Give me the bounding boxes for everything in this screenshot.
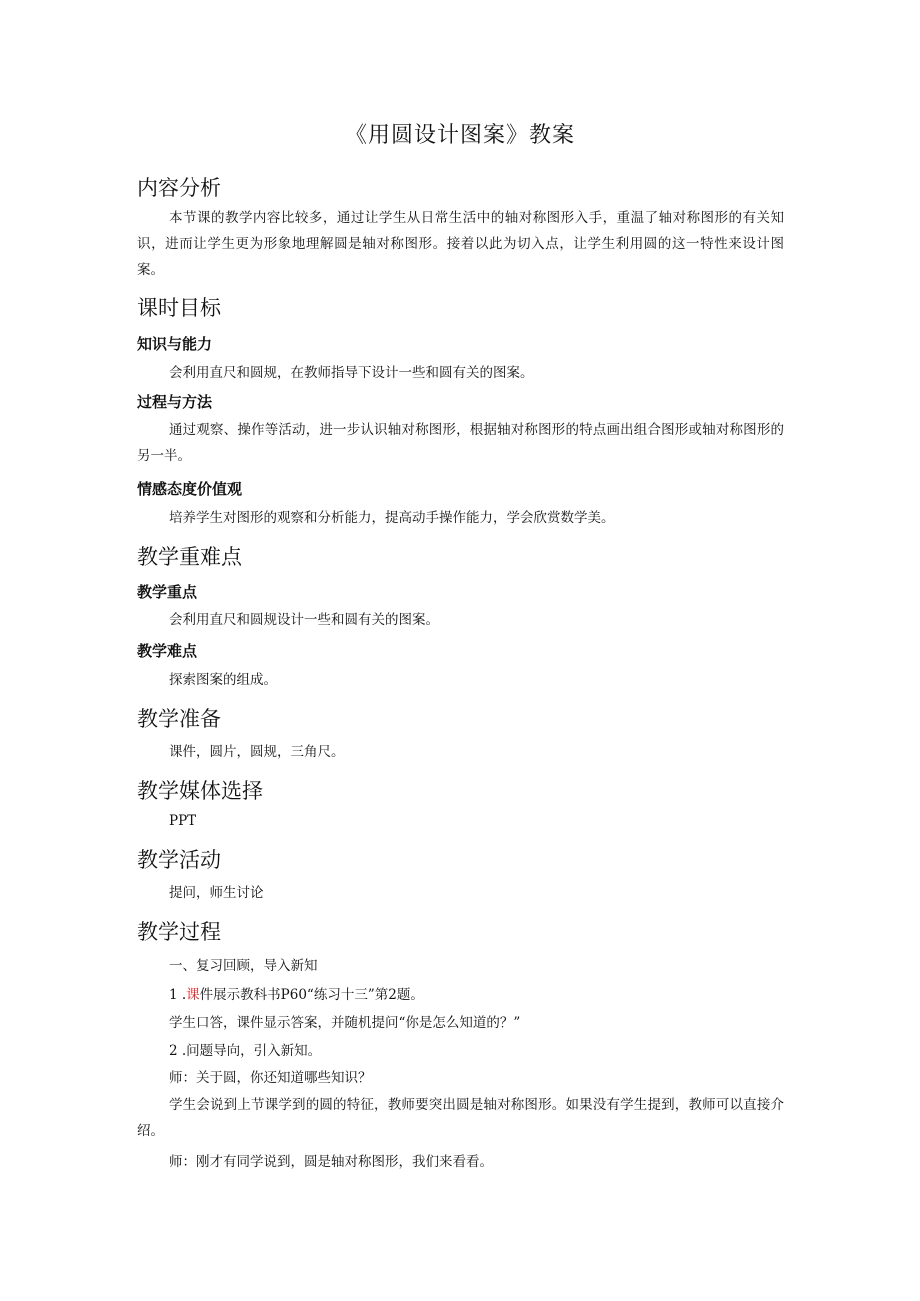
process-line-4: 师：关于圆，你还知道哪些知识？ — [169, 1070, 372, 1086]
knowledge-text: 会利用直尺和圆规，在教师指导下设计一些和圆有关的图案。 — [169, 365, 534, 381]
subheading-focus: 教学重点 — [137, 583, 198, 601]
subheading-process-method: 过程与方法 — [137, 393, 213, 411]
process-para-5: 学生会说到上节课学到的圆的特征，教师要突出圆是轴对称图形。如果没有学生提到，教师可以直接介绍。 — [137, 1097, 784, 1139]
difficulty-text: 探索图案的组成。 — [169, 672, 277, 688]
process-method-text: 通过观察、操作等活动，进一步认识轴对称图形，根据轴对称图形的特点画出组合图形或轴对称图形的另一半。 — [137, 422, 784, 464]
process-line-6: 师：刚才有同学说到，圆是轴对称图形，我们来看看。 — [169, 1154, 493, 1170]
heading-content-analysis: 内容分析 — [137, 176, 221, 200]
heading-process: 教学过程 — [137, 920, 221, 944]
subheading-emotion: 情感态度价值观 — [137, 480, 243, 498]
process-line-2: 学生口答，课件显示答案，并随机提问“你是怎么知道的？” — [169, 1015, 521, 1031]
activity-text: 提问，师生讨论 — [169, 885, 264, 901]
heading-preparation: 教学准备 — [137, 707, 221, 731]
focus-text: 会利用直尺和圆规设计一些和圆有关的图案。 — [169, 612, 439, 628]
process-item-1 — [169, 985, 424, 1005]
subheading-knowledge: 知识与能力 — [137, 335, 213, 353]
process-step-title: 一、复习回顾，导入新知 — [169, 958, 318, 974]
subheading-difficulty: 教学难点 — [137, 642, 198, 660]
item-1-number: 1 . — [169, 987, 187, 1003]
emotion-text: 培养学生对图形的观察和分析能力，提高动手操作能力，学会欣赏数学美。 — [169, 510, 615, 526]
media-text: PPT — [169, 813, 197, 829]
heading-objectives: 课时目标 — [137, 296, 221, 320]
heading-key-points: 教学重难点 — [137, 545, 242, 569]
item-1-highlight: 课 — [186, 987, 200, 1003]
process-item-2: 2 .问题导向，引入新知。 — [169, 1043, 322, 1059]
content-analysis-text: 本节课的教学内容比较多，通过让学生从日常生活中的轴对称图形入手，重温了轴对称图形的有关知识，进而让学生更为形象地理解圆是轴对称图形。接着以此为切入点，让学生利用圆的这一特性来设计图案。 — [137, 210, 784, 278]
item-1-text: 件展示教科书P60“练习十三”第2题。 — [199, 987, 424, 1003]
heading-media: 教学媒体选择 — [137, 779, 263, 803]
heading-activity: 教学活动 — [137, 848, 221, 872]
preparation-text: 课件，圆片，圆规，三角尺。 — [169, 744, 345, 760]
document-title: 《用圆设计图案》教案 — [344, 123, 575, 148]
